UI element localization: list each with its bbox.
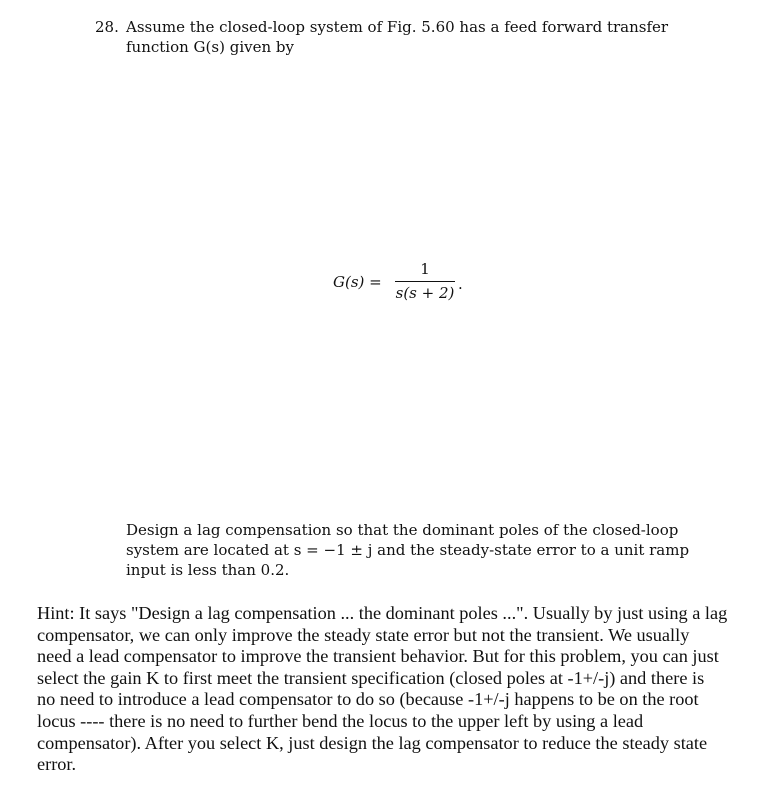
hint-line: no need to introduce a lead compensator to do so (because -1+/-j happens to be on the root	[37, 689, 699, 710]
design-requirement	[126, 520, 726, 580]
hint-line: need a lead compensator to improve the transient behavior. But for this problem, you can just	[37, 646, 719, 667]
fraction-bar	[395, 281, 455, 282]
hint-line: locus ---- there is no need to further bend the locus to the upper left by using a lead	[37, 710, 644, 731]
equation-punctuation: .	[458, 275, 463, 293]
hint-line: Hint: It says "Design a lag compensation ... the dominant poles ...". Usually by just using a lag	[37, 603, 728, 623]
hint-line: error.	[37, 754, 77, 775]
hint-line: compensator, we can only improve the steady state error but not the transient. We usually	[37, 624, 690, 645]
hint-line: select the gain K to first meet the transient specification (closed poles at -1+/-j) and there is	[37, 667, 705, 688]
problem-number: 28.	[95, 18, 119, 36]
design-line: Design a lag compensation so that the dominant poles of the closed-loop	[126, 521, 679, 539]
hint-line: compensator). After you select K, just design the lag compensator to reduce the steady state	[37, 732, 708, 753]
hint-paragraph	[37, 603, 757, 776]
equation-denominator: s(s + 2)	[395, 284, 455, 302]
problem-text-line-1: Assume the closed-loop system of Fig. 5.60 has a feed forward transfer	[126, 18, 669, 36]
equation-lhs: G(s) =	[333, 273, 382, 291]
equation-fraction	[395, 259, 455, 303]
design-line: input is less than 0.2.	[126, 561, 290, 579]
design-line: system are located at s = −1 ± j and the steady-state error to a unit ramp	[126, 541, 690, 559]
equation-numerator: 1	[420, 260, 430, 278]
problem-text-line-2: function G(s) given by	[126, 38, 294, 56]
